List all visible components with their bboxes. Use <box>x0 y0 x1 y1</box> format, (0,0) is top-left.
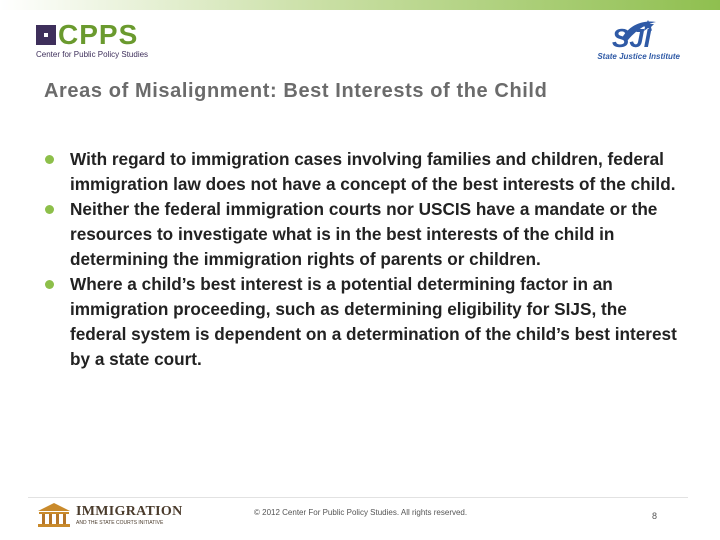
bullet-text: Where a child’s best interest is a potential determining factor in an immigration proceeding, such as determining eligibility for SIJS, the federal system is dependent on a determination of the child’s best interest by a state court. <box>70 274 677 369</box>
bullet-dot-icon <box>45 205 54 214</box>
cpps-logo-subtitle: Center for Public Policy Studies <box>36 50 149 59</box>
copyright-notice: © 2012 Center For Public Policy Studies. All rights reserved. <box>254 508 468 517</box>
sji-logo <box>584 20 684 64</box>
cpps-logo <box>36 19 166 62</box>
bullet-dot-icon <box>45 155 54 164</box>
immigration-logo-title: IMMIGRATION <box>76 504 183 519</box>
bullet-text: With regard to immigration cases involving families and children, federal immigration law does not have a concept of the best interests of the child. <box>70 149 676 194</box>
immigration-logo-subtitle: AND THE STATE COURTS INITIATIVE <box>76 520 164 526</box>
top-accent-bar <box>0 0 720 10</box>
bullet-item <box>44 197 684 272</box>
cpps-logo-letters: CPPS <box>58 19 139 50</box>
bullet-dot-icon <box>45 280 54 289</box>
bullet-text: Neither the federal immigration courts nor USCIS have a mandate or the resources to investigate what is in the best interests of the child in determining the immigration rights of parents or children. <box>70 199 658 269</box>
sji-logo-subtitle: State Justice Institute <box>597 52 680 61</box>
footer-divider <box>28 497 688 498</box>
sji-logo-letters: SJI <box>612 23 652 53</box>
bullet-item <box>44 147 684 197</box>
page-number: 8 <box>652 511 658 521</box>
immigration-logo <box>36 500 183 530</box>
slide-title: Areas of Misalignment: Best Interests of the Child <box>44 80 548 102</box>
bullet-list <box>44 147 684 372</box>
bullet-item <box>44 272 684 372</box>
courthouse-icon <box>36 502 72 528</box>
cpps-square-icon <box>36 25 56 45</box>
